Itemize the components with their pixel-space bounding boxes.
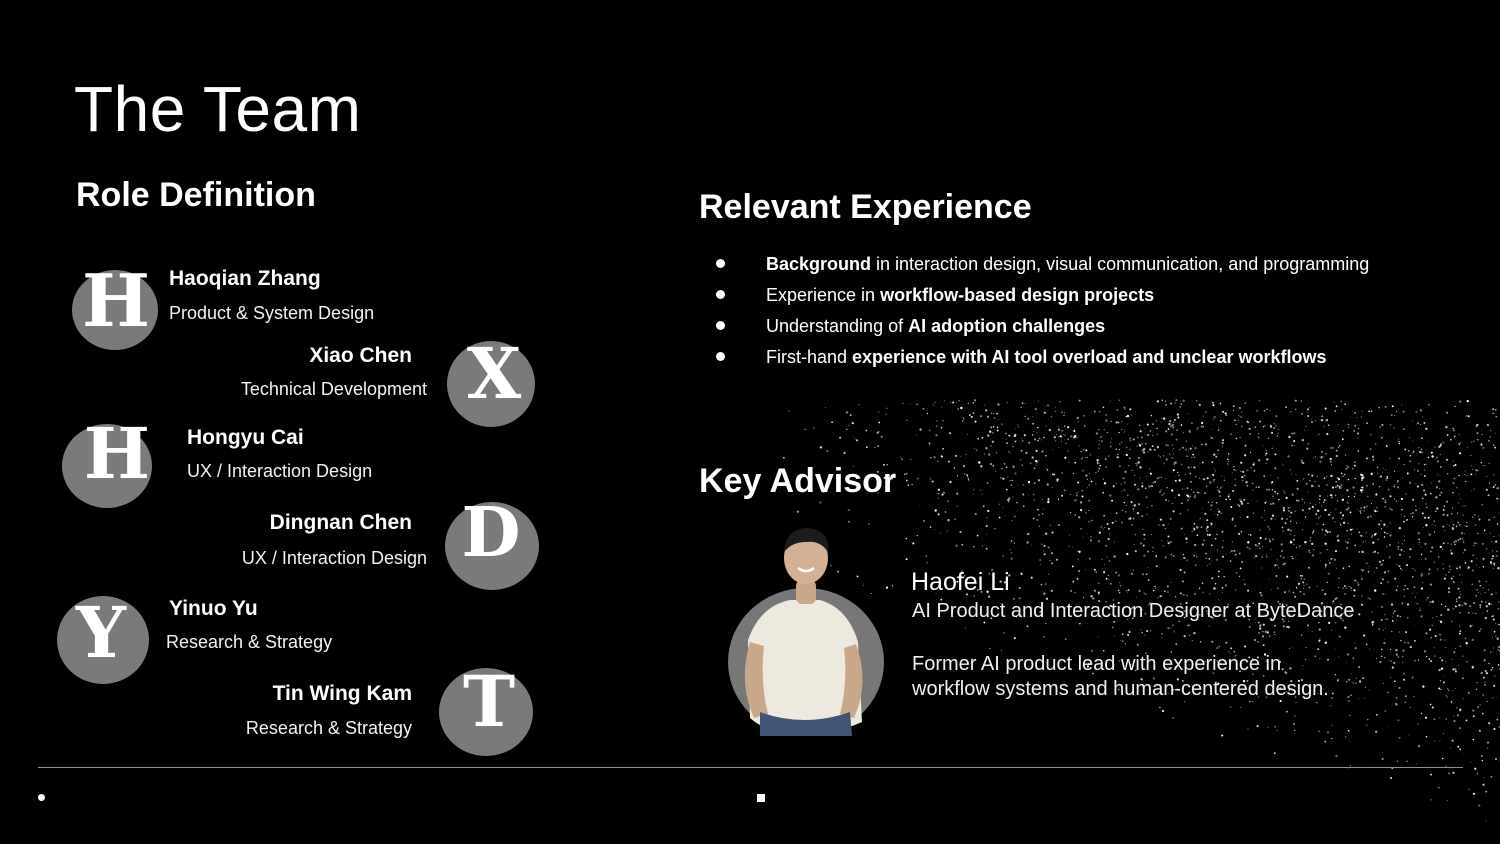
letter-h-glyph: H — [81, 262, 151, 343]
role-definition-heading: Role Definition — [76, 176, 316, 214]
bullet-dot-icon — [716, 259, 725, 268]
member-avatar-yinuo — [56, 594, 152, 688]
advisor-photo — [720, 522, 886, 740]
member-avatar-dingnan — [442, 494, 540, 592]
member-name: Dingnan Chen — [269, 511, 412, 534]
member-name: Hongyu Cai — [187, 426, 304, 449]
experience-item: Experience in workflow-based design projects — [714, 281, 1374, 309]
member-role: UX / Interaction Design — [241, 548, 427, 568]
letter-d-glyph: D — [461, 494, 521, 573]
experience-item: Background in interaction design, visual communication, and programming — [714, 250, 1374, 278]
member-role: UX / Interaction Design — [187, 461, 373, 481]
letter-y-glyph: Y — [76, 594, 126, 674]
bullet-dot-icon — [716, 352, 725, 361]
advisor-bio-line-2: workflow systems and human-centered design. — [912, 678, 1329, 700]
letter-h-glyph: H — [83, 416, 151, 495]
footer-square-icon — [757, 794, 765, 802]
footer-dot-icon — [38, 794, 45, 801]
advisor-title: AI Product and Interaction Designer at ByteDance — [912, 600, 1355, 622]
page-title: The Team — [74, 73, 362, 145]
key-advisor-heading: Key Advisor — [699, 462, 897, 500]
experience-list — [714, 250, 1374, 374]
member-role: Technical Development — [240, 379, 427, 399]
member-avatar-hongyu — [61, 416, 157, 512]
relevant-experience-heading: Relevant Experience — [699, 188, 1032, 226]
footer-divider — [38, 767, 1463, 768]
letter-t-glyph: T — [462, 662, 516, 743]
member-name: Yinuo Yu — [169, 597, 258, 620]
member-name: Haoqian Zhang — [169, 267, 321, 290]
member-avatar-haoqian — [70, 262, 162, 354]
member-role: Research & Strategy — [166, 632, 333, 652]
bullet-dot-icon — [716, 321, 725, 330]
advisor-bio-line-1: Former AI product lead with experience in — [912, 653, 1282, 675]
member-avatar-tinwing — [437, 662, 535, 758]
member-avatar-xiao — [445, 334, 539, 430]
experience-item: Understanding of AI adoption challenges — [714, 312, 1374, 340]
member-name: Tin Wing Kam — [272, 682, 412, 705]
member-name: Xiao Chen — [309, 344, 412, 367]
bullet-dot-icon — [716, 290, 725, 299]
letter-x-glyph: X — [466, 334, 522, 415]
member-role: Research & Strategy — [245, 718, 412, 738]
advisor-name: Haofei Li — [911, 568, 1010, 596]
member-role: Product & System Design — [169, 303, 375, 323]
experience-item: First-hand experience with AI tool overload and unclear workflows — [714, 343, 1374, 371]
